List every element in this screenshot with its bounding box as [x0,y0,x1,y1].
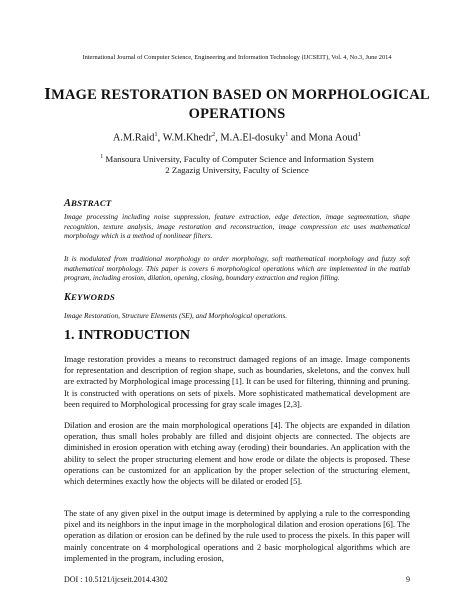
keywords-heading-rest: EYWORDS [71,292,115,302]
abstract-heading [64,198,112,209]
introduction-paragraph-3: The state of any given pixel in the output image is determined by applying a rule to the corresponding pixel and its neighbors in the input image in the morphological dilation and erosion operations [6]. The operation as dilation or erosion can be defined by the rule used to process the pixels. In this paper will mainly concentrate on 4 morphological operations and 2 basic morphological algorithms which are implemented in the program, including erosion, [64,509,410,563]
paper-title [40,84,434,124]
author-3-affil: 1 [285,131,289,138]
affiliation-1-mark: 1 [100,154,104,160]
affiliation-1 [40,152,434,165]
keywords-text: Image Restoration, Structure Elements (SE), and Morphological operations. [64,311,288,320]
abstract-heading-initial: A [64,198,71,209]
doi-text: DOI : 10.5121/ijcseit.2014.4302 [64,575,168,584]
author-2: W.M.Khedr [162,132,212,144]
author-4: and Mona Aoud [290,132,358,144]
introduction-heading: 1. INTRODUCTION [64,328,191,343]
author-1-affil: 1 [154,131,158,138]
journal-header: International Journal of Computer Science, Engineering and Information Technology (IJCSEIT), Vol. 4, No.3, June 2014 [82,54,392,61]
author-3: M.A.El-dosuky [220,132,286,144]
affiliation-1-text: Mansoura University, Faculty of Computer Science and Information System [105,153,374,164]
page-number: 9 [406,575,410,584]
introduction-paragraph-1: Image restoration provides a means to reconstruct damaged regions of an image. Image components for representation and description of region shape, such as boundaries, skeletons, and the convex hull are extracted by Morphological image processing [1]. It can be used for filtering, thinning and pruning. It is constructed with operations on sets of pixels. More sophisticated mathematical development are been required to Morphological processing for gray scale images [2,3]. [64,355,410,409]
author-list: A.M.Raid$^1$, W.M.Khedr$^2$, M.A.El-dosuky$^1$ and Mona Aoud$^1$ [112,131,362,144]
title-initial: I [44,84,52,103]
author-4-affil: 1 [357,131,362,138]
abstract-paragraph-1: Image processing including noise suppression, feature extraction, edge detection, image segmentation, shape recognition, texture analysis, image restoration and reconstruction, image compression etc uses mathematical morphology which is a method of nonlinear filters. [64,212,410,240]
keywords-heading [64,292,115,303]
title-line-2: OPERATIONS [188,106,286,122]
introduction-paragraph-2: Dilation and erosion are the main morphological operations [4]. The objects are expanded in dilation operation, thus small holes probably are filled and disjoint objects are connected. The objects are diminished in erosion operation with etching away (eroding) their boundaries. An application with the ability to select the proper structuring element and how erode or dilate the objects is proposed. These operations can be customized for an application by the proper selection of the structuring element, which determines exactly how the objects will be dilated or eroded [5]. [64,421,410,487]
abstract-paragraph-2: It is modulated from traditional morphology to order morphology, soft mathematical morphology and fuzzy soft mathematical morphology. This paper is covers 6 morphological operations which are implemented in the matlab program, including erosion, dilation, opening, closing, boundary extraction and region filling. [64,254,410,282]
keywords-heading-initial: K [64,292,71,303]
title-line-1 [40,84,434,105]
author-1: A.M.Raid [112,132,155,144]
affiliations [40,152,434,177]
affiliation-2: 2 Zagazig University, Faculty of Science [165,165,309,176]
author-2-affil: 2 [211,131,216,138]
title-line-1-rest: MAGE RESTORATION BASED ON MORPHOLOGICAL [51,87,430,103]
abstract-heading-rest: BSTRACT [71,198,112,208]
